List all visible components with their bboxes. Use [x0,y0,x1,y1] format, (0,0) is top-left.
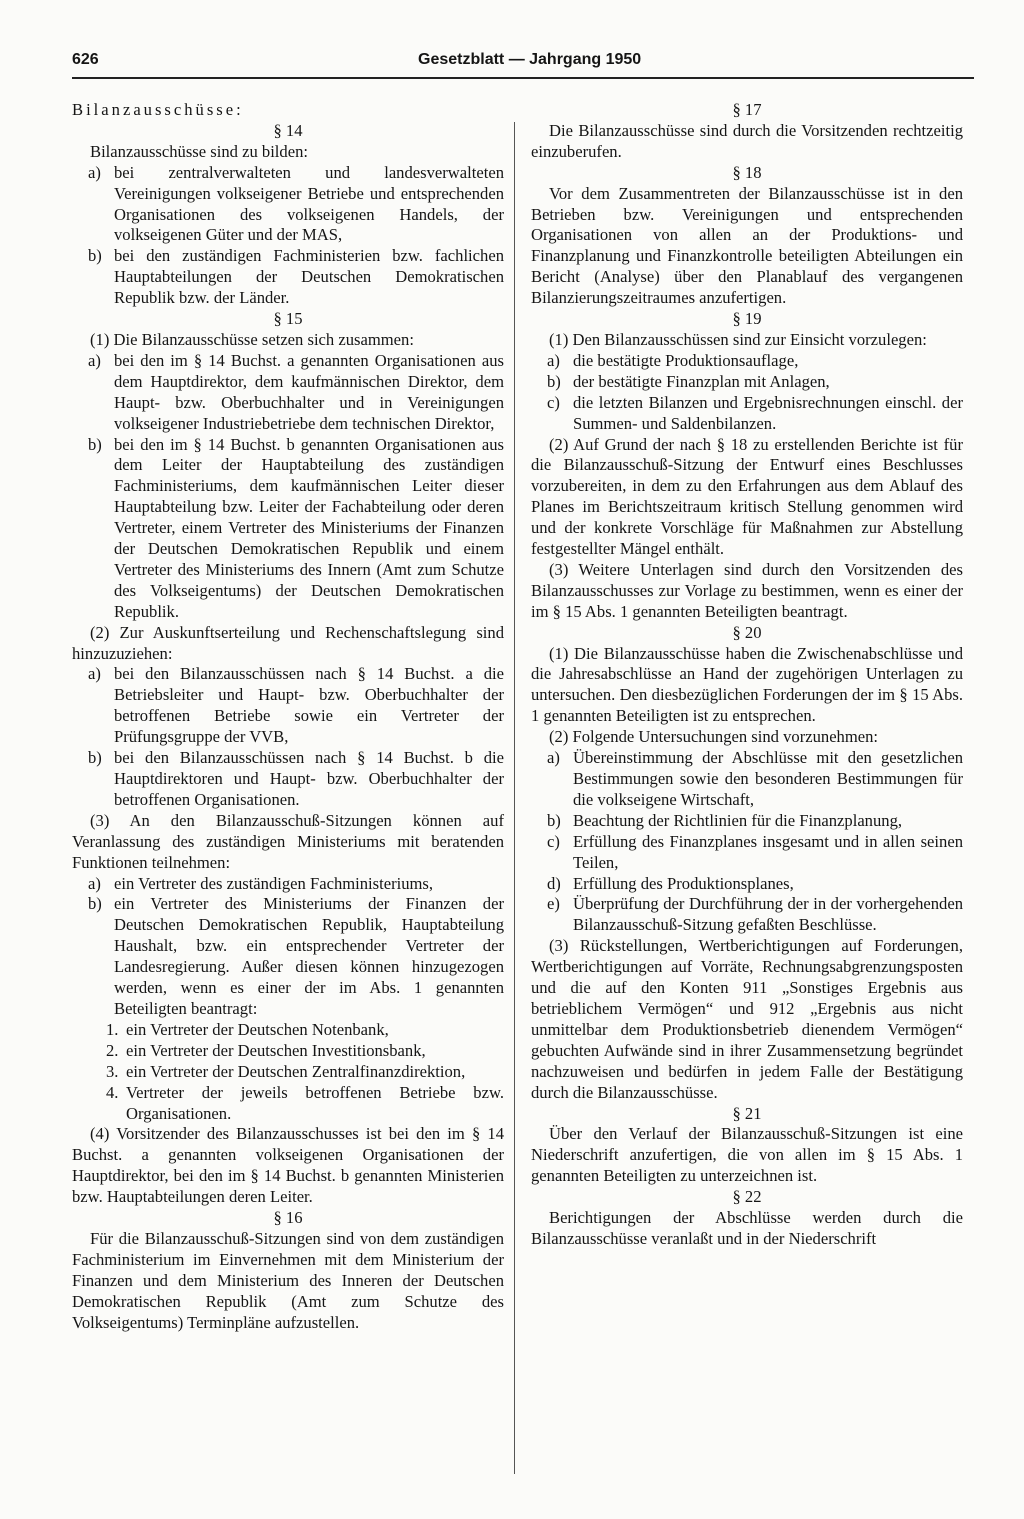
s15-3-num-1 [72,1020,504,1041]
s20-1: (1) Die Bilanzausschüsse haben die Zwischenabschlüsse und die Jahresabschlüsse an Hand der zugehörigen Unterlagen zu untersuchen. Den diesbezüglichen Forderungen der im § 15 Abs. 1 genannten Beteiligten ist zu entsprechen. [531,643,963,726]
item-text: Überprüfung der Durchführung der in der vorhergehenden Bilanzausschuß-Sitzung gefaßten Beschlüsse. [573,894,963,935]
item-text: bei den Bilanzausschüssen nach § 14 Buchst. b die Hauptdirektoren und Haupt- bzw. Oberbuchhalter der betroffenen Organisationen. [114,748,504,809]
item-label: 4. [106,1082,119,1102]
item-text: Vertreter der jeweils betroffenen Betriebe bzw. Organisationen. [126,1082,504,1123]
item-text: ein Vertreter der Deutschen Investitionsbank, [126,1040,426,1060]
item-text: der bestätigte Finanzplan mit Anlagen, [573,371,830,391]
item-text: ein Vertreter der Deutschen Zentralfinanzdirektion, [126,1061,466,1081]
s15-2-item-a [72,664,504,748]
s15-2: (2) Zur Auskunftserteilung und Rechenschaftslegung sind hinzuzuziehen: [72,622,504,663]
item-label: a) [88,873,101,893]
item-text: Beachtung der Richtlinien für die Finanzplanung, [573,810,903,830]
item-label: b) [547,371,561,391]
s20-2-item-d [531,874,963,895]
s14-item-a [72,163,504,247]
s20-2: (2) Folgende Untersuchungen sind vorzunehmen: [549,727,879,747]
s15-3-num-4 [72,1083,504,1125]
s14-item-b [72,246,504,309]
paragraph-sign-22: § 22 [732,1187,762,1207]
item-text: Erfüllung des Finanzplanes insgesamt und in allen seinen Teilen, [573,831,963,872]
paragraph-sign-15: § 15 [273,309,303,329]
s15-3-num-2 [72,1041,504,1062]
s16-text: Für die Bilanzausschuß-Sitzungen sind von dem zuständigen Fachministerium im Einvernehmen mit dem Ministerium der Finanzen und dem Ministerium des Inneren der Deutschen Demokratischen Republik (Amt zum Schutze des Volkseigentums) Terminpläne aufzustellen. [72,1228,504,1332]
item-text: die letzten Bilanzen und Ergebnisrechnungen einschl. der Summen- und Saldenbilanzen. [573,392,963,433]
column-divider [514,122,515,1474]
s21-text: Über den Verlauf der Bilanzausschuß-Sitzungen ist eine Niederschrift anzufertigen, die von allen im § 15 Abs. 1 genannten Beteiligten zu unterzeichnen ist. [531,1124,963,1186]
item-label: a) [547,748,560,768]
page-header [72,47,974,79]
s19-1-item-a [531,351,963,372]
s17-text: Die Bilanzausschüsse sind durch die Vorsitzenden rechtzeitig einzuberufen. [531,120,963,161]
s19-2: (2) Auf Grund der nach § 18 zu erstellenden Berichte ist für die Bilanzausschuß-Sitzung der Entwurf eines Beschlusses vorzubereiten, in dem zu den Erfahrungen aus dem Ablauf des Planes im Berichtszeitraum kritisch Stellung genommen wird und der konkrete Vorschläge für Maßnahmen zur Abstellung festgestellter Mängel enthält. [531,434,963,559]
paragraph-sign-17: § 17 [732,100,762,119]
item-label: 3. [106,1061,119,1081]
item-label: 2. [106,1040,119,1060]
s20-2-item-e [531,894,963,936]
s20-2-item-a [531,748,963,811]
item-label: b) [547,810,561,830]
right-column [531,100,963,1250]
item-label: 1. [106,1019,119,1039]
s20-2-item-b [531,811,963,832]
item-text: bei zentralverwalteten und landesverwalteten Vereinigungen volkseigener Betriebe und entsprechenden Organisationen des volkseigenen Handels, der volkseigenen Güter und der MAS, [114,162,504,245]
item-label: b) [88,894,102,914]
item-text: bei den zuständigen Fachministerien bzw. fachlichen Hauptabteilungen der Deutschen Demokratischen Republik bzw. der Länder. [114,246,504,308]
item-text: bei den im § 14 Buchst. a genannten Organisationen aus dem Hauptdirektor, dem kaufmännischen Direktor, dem Haupt- bzw. Oberbuchhalter und in Vereinigungen volkseigener Industriebetriebe dem technischen Direktor, [114,350,504,433]
s15-1-item-b [72,435,504,623]
s19-1-item-b [531,372,963,393]
s15-3-item-b [72,894,504,1019]
item-label: c) [547,392,560,412]
paragraph-sign-18: § 18 [732,162,762,182]
item-text: bei den im § 14 Buchst. b genannten Organisationen aus dem Leiter der Hauptabteilung des zuständigen Fachministeriums, dem kaufmännischen Leiter dieser Hauptabteilung bzw. Leiter der Fachabteilung oder deren Vertreter, einem Vertreter des Ministeriums der Finanzen der Deutschen Demokratischen Republik und einem Vertreter des Ministeriums des Innern (Amt zum Schutze des Volkseigentums) der Deutschen Demokratischen Republik. [114,434,504,621]
item-text: ein Vertreter der Deutschen Notenbank, [126,1019,389,1039]
s19-1: (1) Den Bilanzausschüssen sind zur Einsicht vorzulegen: [549,329,927,349]
item-label: a) [88,664,101,684]
s15-3-num-3 [72,1062,504,1083]
s19-3: (3) Weitere Unterlagen sind durch den Vorsitzenden des Bilanzausschusses zur Vorlage zu bestimmen, wenn es einer der im § 15 Abs. 1 genannten Beteiligten beantragt. [531,559,963,621]
running-title: Gesetzblatt — Jahrgang 1950 [418,51,642,68]
paragraph-sign-20: § 20 [732,622,762,642]
item-label: b) [88,246,102,266]
paragraph-sign-16: § 16 [273,1208,303,1228]
section-heading: Bilanzausschüsse: [72,100,244,119]
s20-2-item-c [531,832,963,874]
paragraph-sign-19: § 19 [732,309,762,329]
item-label: a) [88,350,101,370]
s15-1-item-a [72,351,504,435]
item-text: Übereinstimmung der Abschlüsse mit den gesetzlichen Bestimmungen sowie den besonderen Bestimmungen für die volkseigene Wirtschaft, [573,748,963,809]
paragraph-sign-14: § 14 [273,120,303,140]
item-text: bei den Bilanzausschüssen nach § 14 Buchst. a die Betriebsleiter und Haupt- bzw. Oberbuchhalter der betroffenen Betriebe sowie ein Vertreter der Prüfungsgruppe der VVB, [114,664,504,747]
paragraph-sign-21: § 21 [732,1103,762,1123]
page-number: 626 [72,51,99,68]
left-column [72,100,504,1333]
item-label: a) [88,162,101,182]
s20-3: (3) Rückstellungen, Wertberichtigungen auf Forderungen, Wertberichtigungen auf Vorräte, Rechnungsabgrenzungsposten und die auf den Konten 911 „Sonstiges Ergebnis aus betrieblichem Vermögen“ und 912 „Ergebnis aus nicht unmittelbar dem Produktionsbetrieb dienendem Vermögen“ gebuchten Aufwände sind in ihrer Zusammensetzung begründet nachzuweisen und bedürfen in jedem Falle der Bestätigung durch die Bilanzausschüsse. [531,936,963,1102]
item-text: ein Vertreter des zuständigen Fachministeriums, [114,873,434,893]
s15-1: (1) Die Bilanzausschüsse setzen sich zusammen: [90,329,414,349]
s15-4: (4) Vorsitzender des Bilanzausschusses ist bei den im § 14 Buchst. a genannten volkseigenen Organisationen der Hauptdirektor, bei den im § 14 Buchst. b genannten Ministerien bzw. Hauptabteilungen deren Leiter. [72,1124,504,1207]
item-text: die bestätigte Produktionsauflage, [573,350,799,370]
s15-3: (3) An den Bilanzausschuß-Sitzungen können auf Veranlassung des zuständigen Ministeriums mit beratenden Funktionen teilnehmen: [72,810,504,872]
s15-2-item-b [72,748,504,811]
s19-1-item-c [531,393,963,435]
s15-3-item-a [72,874,504,895]
item-label: a) [547,350,560,370]
item-label: b) [88,748,102,768]
item-text: Erfüllung des Produktionsplanes, [573,873,794,893]
item-label: d) [547,873,561,893]
s22-text: Berichtigungen der Abschlüsse werden durch die Bilanzausschüsse veranlaßt und in der Niederschrift [531,1208,963,1248]
item-label: b) [88,434,102,454]
item-label: c) [547,831,560,851]
item-text: ein Vertreter des Ministeriums der Finanzen der Deutschen Demokratischen Republik, Hauptabteilung Haushalt, bzw. ein entsprechender Vertreter der Landesregierung. Außer diesen können hinzugezogen werden, wenn es einer der im Abs. 1 genannten Beteiligten beantragt: [114,894,504,1018]
s14-intro: Bilanzausschüsse sind zu bilden: [90,141,308,161]
item-label: e) [547,894,560,914]
s18-text: Vor dem Zusammentreten der Bilanzausschüsse ist in den Betrieben bzw. Vereinigungen und entsprechenden Organisationen von allen an der Produktions- und Finanzplanung und Finanzkontrolle beteiligten Abteilungen ein Bericht (Analyse) über den Planablauf des vergangenen Bilanzierungszeitraumes anzufertigen. [531,183,963,308]
